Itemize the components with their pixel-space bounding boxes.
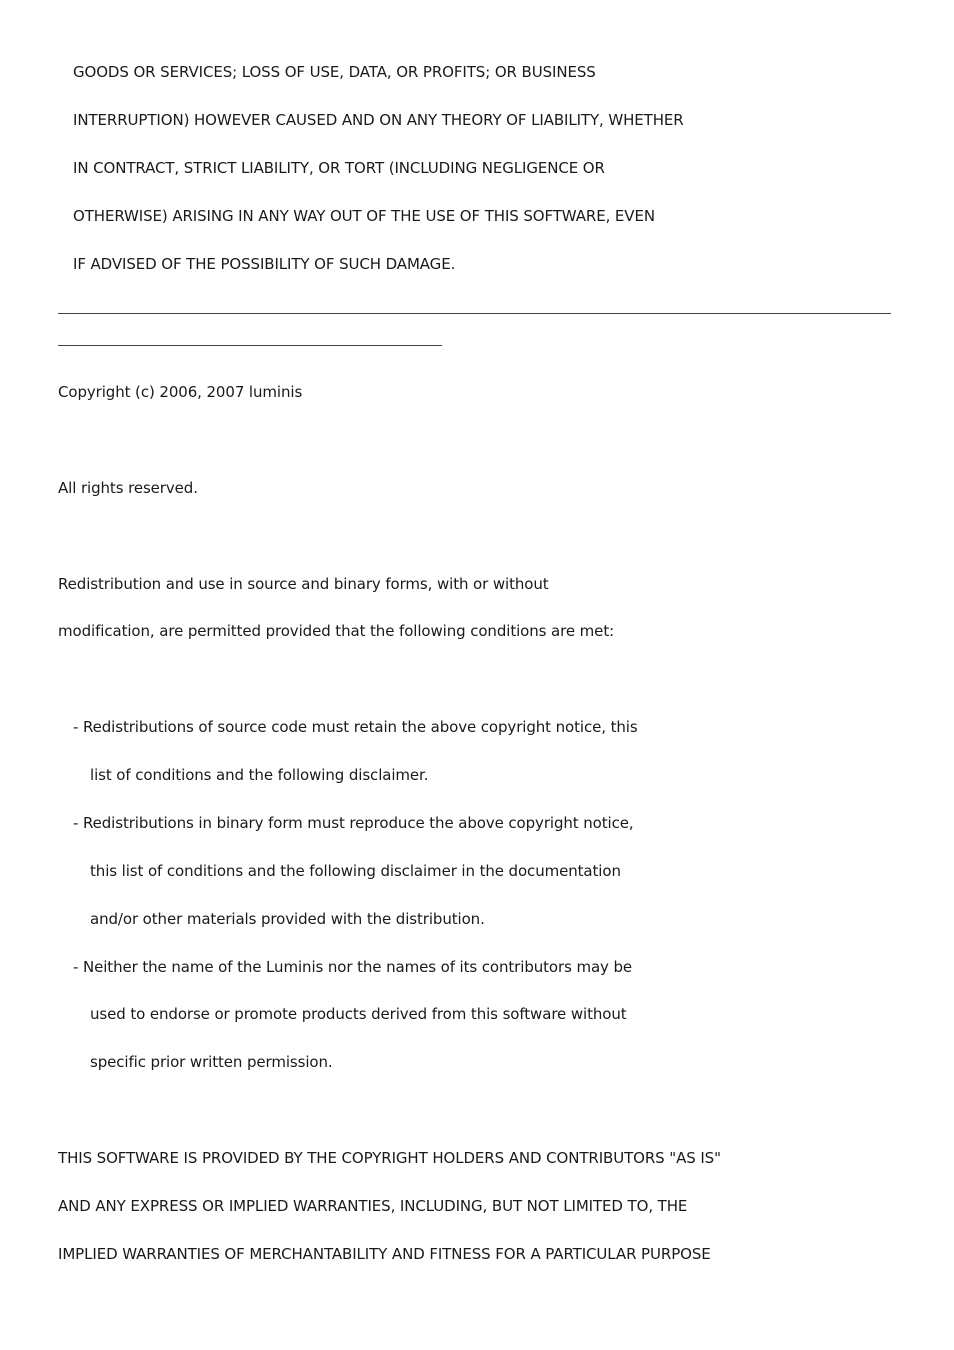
prev-disclaimer-line: IN CONTRACT, STRICT LIABILITY, OR TORT (INCLUDING NEGLIGENCE OR: [73, 159, 605, 177]
condition-continuation: specific prior written permission.: [90, 1053, 333, 1071]
separator-rule: [58, 313, 891, 314]
condition-continuation: list of conditions and the following disclaimer.: [90, 766, 429, 784]
prev-disclaimer-line: IF ADVISED OF THE POSSIBILITY OF SUCH DAMAGE.: [73, 255, 456, 273]
condition-item: - Redistributions of source code must retain the above copyright notice, this: [73, 718, 638, 736]
condition-continuation: and/or other materials provided with the distribution.: [90, 910, 485, 928]
condition-item: - Redistributions in binary form must reproduce the above copyright notice,: [73, 814, 634, 832]
condition-continuation: this list of conditions and the following disclaimer in the documentation: [90, 862, 621, 880]
rights-line: All rights reserved.: [58, 479, 198, 497]
intro-line: modification, are permitted provided that the following conditions are met:: [58, 622, 615, 640]
intro-line: Redistribution and use in source and binary forms, with or without: [58, 575, 549, 593]
disclaimer-line: AND ANY EXPRESS OR IMPLIED WARRANTIES, INCLUDING, BUT NOT LIMITED TO, THE: [58, 1197, 688, 1215]
condition-item: - Neither the name of the Luminis nor the names of its contributors may be: [73, 958, 633, 976]
separator-rule-short: [58, 345, 442, 346]
copyright-line: Copyright (c) 2006, 2007 luminis: [58, 383, 303, 401]
disclaimer-line: IMPLIED WARRANTIES OF MERCHANTABILITY AND FITNESS FOR A PARTICULAR PURPOSE: [58, 1245, 711, 1263]
prev-disclaimer-line: GOODS OR SERVICES; LOSS OF USE, DATA, OR PROFITS; OR BUSINESS: [73, 63, 596, 81]
prev-disclaimer-line: INTERRUPTION) HOWEVER CAUSED AND ON ANY THEORY OF LIABILITY, WHETHER: [73, 111, 684, 129]
disclaimer-line: THIS SOFTWARE IS PROVIDED BY THE COPYRIGHT HOLDERS AND CONTRIBUTORS "AS IS": [58, 1149, 721, 1167]
condition-continuation: used to endorse or promote products derived from this software without: [90, 1005, 627, 1023]
prev-disclaimer-line: OTHERWISE) ARISING IN ANY WAY OUT OF THE USE OF THIS SOFTWARE, EVEN: [73, 207, 655, 225]
